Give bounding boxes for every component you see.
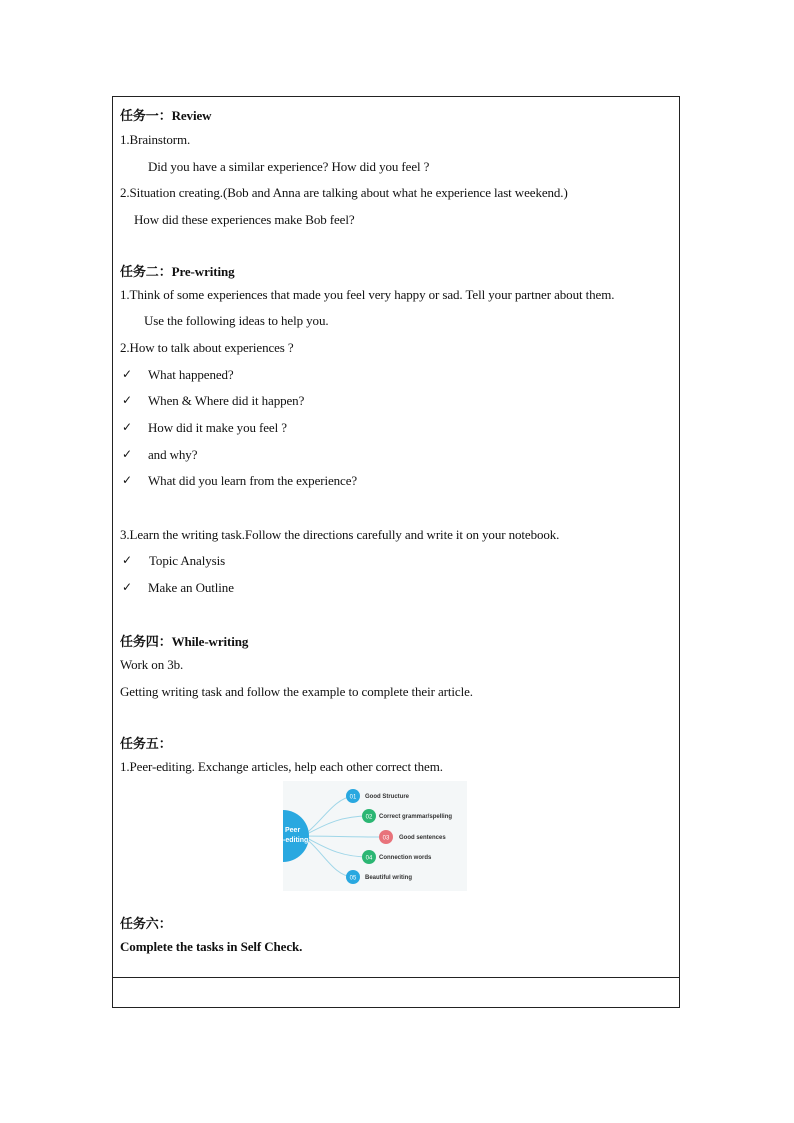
task1-item2-question: How did these experiences make Bob feel? (134, 212, 355, 227)
task1-item1-question: Did you have a similar experience? How did you feel ? (148, 159, 430, 174)
checklist-item: Make an Outline (148, 580, 234, 595)
node-02-number: 02 (365, 814, 373, 821)
task4-line2: Getting writing task and follow the example to complete their article. (120, 684, 473, 699)
task2-item3: 3.Learn the writing task.Follow the directions carefully and write it on your notebook. (120, 527, 560, 542)
task6-line1: Complete the tasks in Self Check. (120, 939, 303, 954)
task5-line1: 1.Peer-editing. Exchange articles, help each other correct them. (120, 759, 443, 774)
table-row-divider (113, 977, 679, 978)
task1-heading: 任务一：Review (120, 108, 212, 123)
checklist-item: What did you learn from the experience? (148, 473, 358, 488)
check-icon: ✓ (122, 473, 133, 487)
node-05-number: 05 (349, 875, 357, 882)
lesson-table (112, 96, 680, 1008)
node-04-number: 04 (365, 855, 373, 862)
checklist-item: Topic Analysis (149, 553, 226, 568)
checklist-item: When & Where did it happen? (148, 393, 305, 408)
task1-item1: 1.Brainstorm. (120, 132, 191, 147)
node-02-label: Correct grammar/spelling (379, 814, 453, 820)
center-label-line2: -editing (283, 837, 309, 844)
check-icon: ✓ (122, 367, 133, 381)
task2-item2: 2.How to talk about experiences ? (120, 340, 294, 355)
checklist-item: and why? (148, 447, 198, 462)
check-icon: ✓ (122, 580, 133, 594)
task1-item2: 2.Situation creating.(Bob and Anna are talking about what he experience last weekend.) (120, 185, 568, 200)
task5-heading: 任务五： (120, 736, 172, 751)
node-01-label: Good Structure (365, 794, 410, 800)
node-03-number: 03 (382, 835, 390, 842)
node-05-label: Beautiful writing (365, 875, 412, 881)
node-03-label: Good sentences (399, 835, 446, 841)
node-04-label: Connection words (379, 855, 432, 861)
task4-line1: Work on 3b. (120, 657, 184, 672)
task2-item1: 1.Think of some experiences that made you feel very happy or sad. Tell your partner about them. (120, 287, 615, 302)
peer-editing-diagram (283, 781, 467, 891)
check-icon: ✓ (122, 420, 133, 434)
check-icon: ✓ (122, 393, 133, 407)
task4-heading: 任务四：While-writing (120, 634, 249, 649)
task2-heading: 任务二：Pre-writing (120, 264, 235, 279)
check-icon: ✓ (122, 447, 133, 461)
center-label-line1: Peer (285, 827, 301, 834)
node-01-number: 01 (349, 794, 357, 801)
check-icon: ✓ (122, 553, 133, 567)
checklist-item: How did it make you feel ? (148, 420, 287, 435)
task2-item1-cont: Use the following ideas to help you. (144, 313, 329, 328)
task6-heading: 任务六： (120, 916, 172, 931)
checklist-item: What happened? (148, 367, 234, 382)
